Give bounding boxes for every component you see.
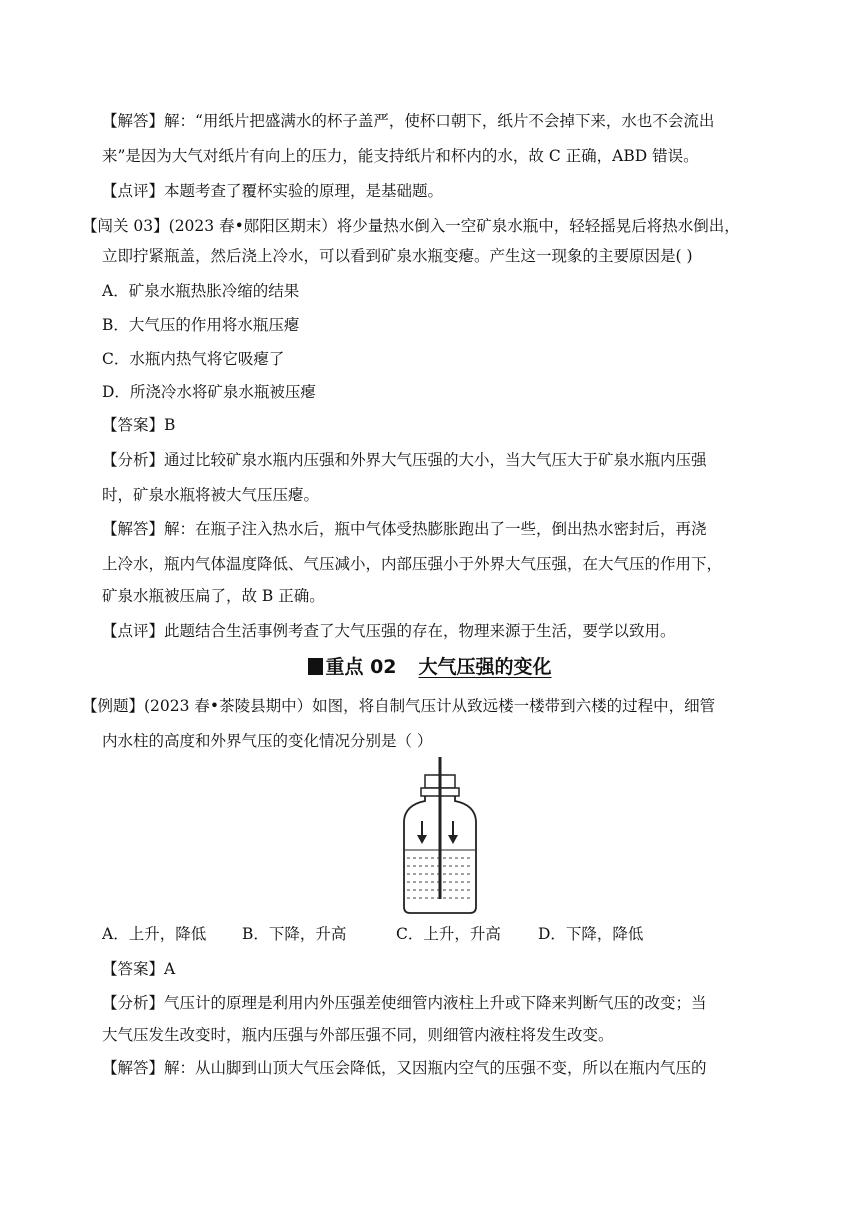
- solution-text-line: 【解答】解：从山脚到山顶大气压会降低，又因瓶内空气的压强不变，所以在瓶内气压的: [102, 1059, 707, 1077]
- option-a: A．上升，降低: [102, 925, 207, 943]
- solution-text-line: 矿泉水瓶被压扁了，故 B 正确。: [102, 587, 325, 605]
- option-b: B．大气压的作用将水瓶压瘪: [102, 316, 300, 334]
- example-stem-line: 内水柱的高度和外界气压的变化情况分别是（ ）: [102, 732, 433, 750]
- analysis-text-line: 大气压发生改变时，瓶内压强与外部压强不同，则细管内液柱将发生改变。: [102, 1026, 614, 1044]
- option-a: A．矿泉水瓶热胀冷缩的结果: [102, 282, 300, 300]
- answer-label: 【答案】A: [102, 960, 176, 978]
- section-heading: [0, 654, 860, 680]
- analysis-text-line: 【分析】通过比较矿泉水瓶内压强和外界大气压强的大小，当大气压大于矿泉水瓶内压强: [102, 451, 707, 469]
- analysis-text-line: 时，矿泉水瓶将被大气压压瘪。: [102, 486, 320, 504]
- section-title: 大气压强的变化: [418, 656, 552, 678]
- example-options-row: [102, 923, 643, 945]
- example-stem-line: 【例题】(2023 春•茶陵县期中）如图，将自制气压计从致远楼一楼带到六楼的过程中，细管: [82, 697, 716, 715]
- analysis-text-line: 【分析】气压计的原理是利用内外压强差使细管内液柱上升或下降来判断气压的改变；当: [102, 994, 707, 1012]
- option-d: D．下降，降低: [538, 925, 644, 943]
- comment-text: 【点评】此题结合生活事例考查了大气压强的存在，物理来源于生活，要学以致用。: [102, 622, 676, 640]
- solution-text-line: 上冷水，瓶内气体温度降低、气压减小，内部压强小于外界大气压强，在大气压的作用下，: [102, 555, 723, 573]
- answer-text-line: 【解答】解：“用纸片把盛满水的杯子盖严，使杯口朝下，纸片不会掉下来，水也不会流出: [102, 112, 715, 130]
- square-bullet-icon: [308, 658, 323, 675]
- answer-text-line: 来”是因为大气对纸片有向上的压力，能支持纸片和杯内的水，故 C 正确，ABD 错误。: [102, 147, 699, 165]
- option-c: C．水瓶内热气将它吸瘪了: [102, 350, 285, 368]
- section-label: 重点 02: [325, 656, 397, 678]
- answer-label: 【答案】B: [102, 416, 176, 434]
- option-c: C．上升，升高: [396, 925, 501, 943]
- homemade-barometer-figure: [395, 755, 485, 915]
- comment-text: 【点评】本题考查了覆杯实验的原理，是基础题。: [102, 182, 444, 200]
- option-d: D．所浇冷水将矿泉水瓶被压瘪: [102, 383, 316, 401]
- question-stem-line: 立即拧紧瓶盖，然后浇上冷水，可以看到矿泉水瓶变瘪。产生这一现象的主要原因是( ): [102, 247, 693, 265]
- question-stem-line: 【闯关 03】(2023 春•郧阳区期末）将少量热水倒入一空矿泉水瓶中，轻轻摇晃后将热水倒出，: [82, 217, 740, 235]
- solution-text-line: 【解答】解：在瓶子注入热水后，瓶中气体受热膨胀跑出了一些，倒出热水密封后，再浇: [102, 520, 707, 538]
- option-b: B．下降，升高: [242, 925, 347, 943]
